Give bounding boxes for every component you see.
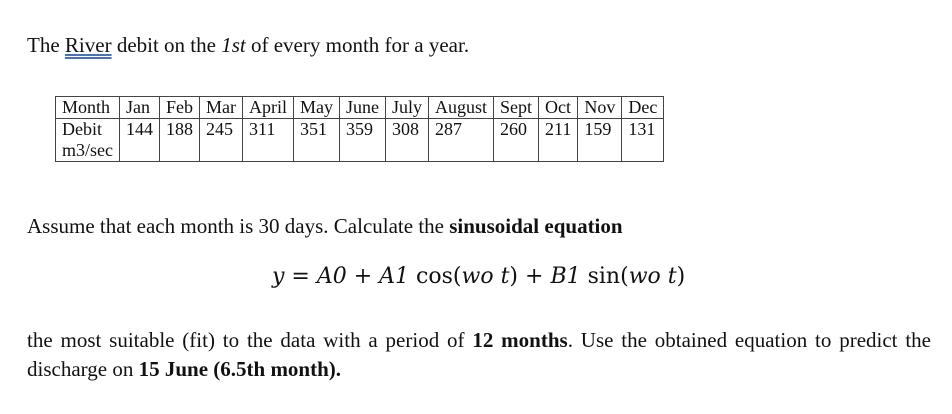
heading-river: River <box>64 33 112 57</box>
instruction-text-1: the most suitable (fit) to the data with a period of <box>27 328 473 352</box>
cell-july: July <box>386 97 429 119</box>
cell-value: 211 <box>539 119 578 162</box>
eq-a0: A0 <box>316 264 347 289</box>
cell-jan: Jan <box>120 97 160 119</box>
eq-close-plus: ) + <box>509 264 551 289</box>
heading-suffix: of every month for a year. <box>245 33 470 57</box>
problem-heading <box>27 33 469 58</box>
cell-mar: Mar <box>200 97 243 119</box>
instruction-period: 12 months <box>472 328 568 352</box>
eq-y: y <box>272 264 285 289</box>
assumption-paragraph <box>27 214 623 239</box>
cell-sept: Sept <box>494 97 539 119</box>
cell-value: 287 <box>429 119 494 162</box>
debit-table <box>55 96 664 162</box>
debit-label: Debit <box>62 119 102 139</box>
equation <box>272 264 685 289</box>
cell-value: 359 <box>340 119 386 162</box>
cell-value: 188 <box>160 119 200 162</box>
assumption-text: Assume that each month is 30 days. Calculate the <box>27 214 450 238</box>
cell-value: 351 <box>294 119 340 162</box>
instruction-text-2: . Use the obtained equation to predict the discharge on <box>27 328 931 381</box>
eq-wo-sin: wo t <box>628 264 677 289</box>
eq-b1: B1 <box>550 264 581 289</box>
cell-debit-header <box>56 119 120 162</box>
table-row-months <box>56 97 664 119</box>
table-row-debit <box>56 119 664 162</box>
eq-plus: + <box>346 264 380 289</box>
debit-unit: m3/sec <box>62 140 113 160</box>
instruction-date: 15 June (6.5th month). <box>138 357 342 381</box>
cell-feb: Feb <box>160 97 200 119</box>
cell-dec: Dec <box>622 97 664 119</box>
cell-month-header: Month <box>56 97 120 119</box>
cell-oct: Oct <box>539 97 578 119</box>
cell-value: 260 <box>494 119 539 162</box>
heading-first: 1st <box>221 33 246 57</box>
cell-value: 144 <box>120 119 160 162</box>
cell-value: 308 <box>386 119 429 162</box>
eq-a1: A1 <box>379 264 410 289</box>
cell-june: June <box>340 97 386 119</box>
instruction-paragraph <box>27 326 931 384</box>
cell-value: 131 <box>622 119 664 162</box>
cell-value: 159 <box>578 119 622 162</box>
eq-equals: = <box>284 264 317 289</box>
cell-april: April <box>243 97 294 119</box>
cell-august: August <box>429 97 494 119</box>
cell-nov: Nov <box>578 97 622 119</box>
eq-cos: cos( <box>409 264 462 289</box>
eq-close: ) <box>676 264 686 289</box>
cell-value: 311 <box>243 119 294 162</box>
eq-wo-cos: wo t <box>461 264 510 289</box>
cell-value: 245 <box>200 119 243 162</box>
assumption-bold: sinusoidal equation <box>449 214 623 238</box>
eq-sin: sin( <box>580 264 629 289</box>
heading-prefix: The <box>27 33 65 57</box>
heading-mid: debit on the <box>111 33 222 57</box>
cell-may: May <box>294 97 340 119</box>
